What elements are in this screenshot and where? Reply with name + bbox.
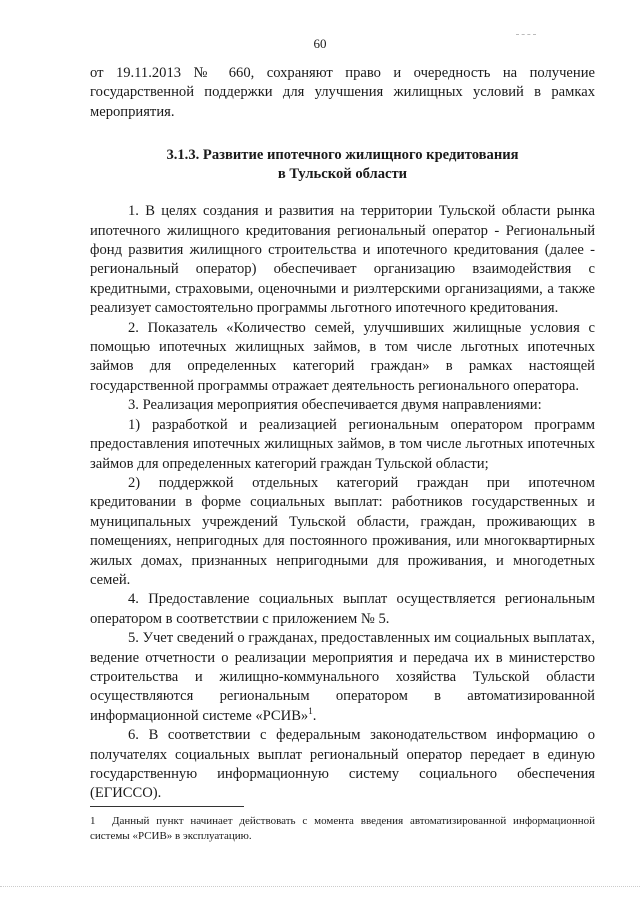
scan-edge-artifact <box>0 886 640 887</box>
paragraph-3-item-2: 2) поддержкой отдельных категорий граждан при ипотечном кредитовании в форме социальных выплат: работников государственных и муниципальных учреждений Тульской области, граждан, проживающих в помещениях, непригодных для постоянного проживания, или многоквартирных жилых домах, признанных непригодными для проживания, и многодетных семей. <box>90 474 595 588</box>
paragraph-2: 2. Показатель «Количество семей, улучшивших жилищные условия с помощью ипотечных жилищных займов, в том числе льготных ипотечных займов для определенных категорий граждан» в рамках настоящей государственной программы отражает деятельность регионального оператора. <box>90 319 595 394</box>
footnote-text: Данный пункт начинает действовать с момента введения автоматизированной информационной системы «РСИВ» в эксплуатацию. <box>90 815 595 842</box>
paragraph-3-item-1: 1) разработкой и реализацией региональным оператором программ предоставления ипотечных жилищных займов, в том числе льготных ипотечных займов для определенных категорий граждан Тульской области; <box>90 416 595 472</box>
footnote-mark: 1 <box>90 815 96 827</box>
paragraph-3: 3. Реализация мероприятия обеспечивается двумя направлениями: <box>128 397 542 414</box>
section-heading-line-1: 3.1.3. Развитие ипотечного жилищного кредитования <box>166 147 519 164</box>
footnote-reference: 1 <box>308 705 313 716</box>
paragraph-1: 1. В целях создания и развития на территории Тульской области рынка ипотечного жилищного кредитования региональный оператор - Региональный фонд развития жилищного строительства и ипотечного кредитования (далее - региональный оператор) обеспечивает организацию взаимодействия с кредитными, страховыми, оценочными и риэлтерскими организациями, а также реализует самостоятельно программы льготного ипотечного кредитования. <box>90 203 595 317</box>
paragraph-5-text: 5. Учет сведений о гражданах, предоставленных им социальных выплатах, ведение отчетности о реализации мероприятия и передача их в министерство строительства и жилищно-коммунального хозяйства Тульской области осуществляются региональным оператором в автоматизированной информационной системе «РСИВ» <box>90 630 595 724</box>
section-heading-line-2: в Тульской области <box>277 166 408 183</box>
paragraph-5-end: . <box>312 707 317 724</box>
section-heading <box>90 146 595 184</box>
scan-artifact <box>516 34 536 35</box>
paragraph-5 <box>90 629 595 726</box>
footnote-separator <box>90 806 244 807</box>
paragraph-4: 4. Предоставление социальных выплат осуществляется региональным оператором в соответствии с приложением № 5. <box>90 591 595 627</box>
paragraph-6: 6. В соответствии с федеральным законодательством информацию о получателях социальных выплат региональный оператор передает в единую государственную информационную систему социального обеспечения (ЕГИССО). <box>90 727 595 802</box>
paragraph-continuation: от 19.11.2013 № 660, сохраняют право и очередность на получение государственной поддержки для улучшения жилищных условий в рамках мероприятия. <box>90 65 595 120</box>
document-body <box>90 64 595 804</box>
page-number: 60 <box>313 36 327 51</box>
footnote <box>90 814 595 844</box>
